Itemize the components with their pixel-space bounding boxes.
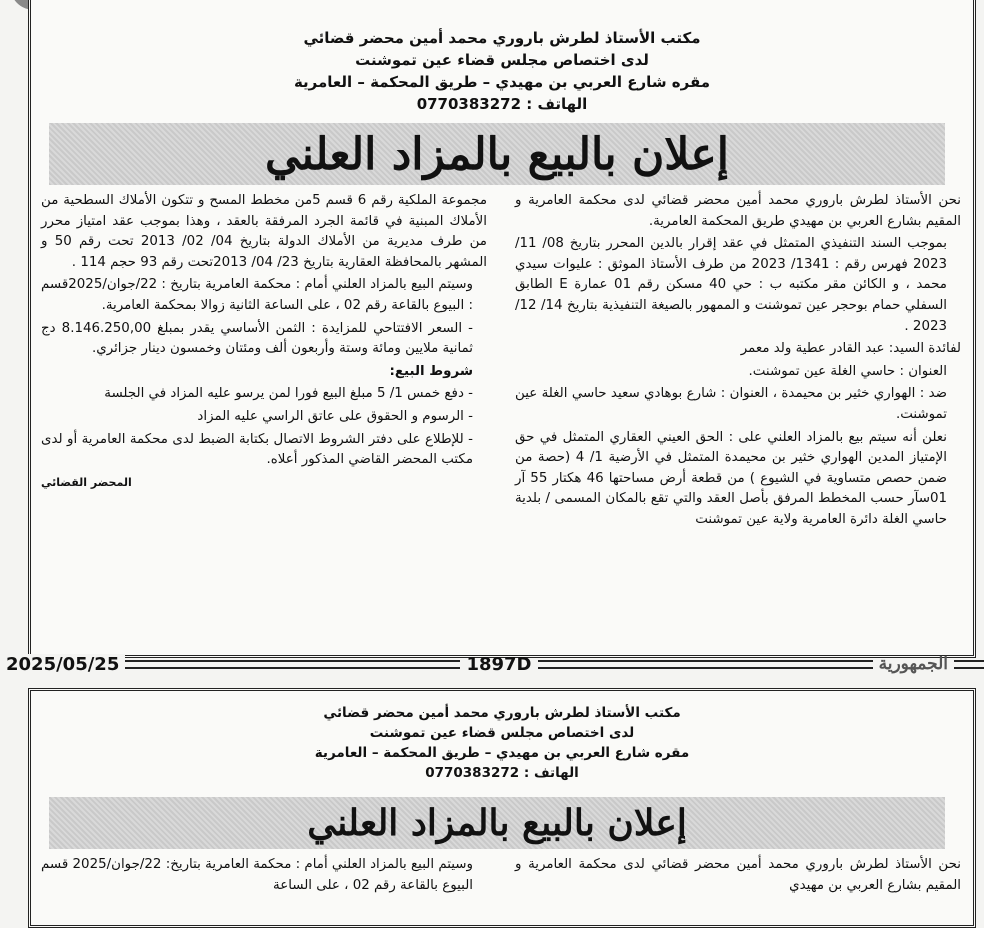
publication-date: 2025/05/25 — [0, 654, 125, 675]
office-name: مكتب الأستاذ لطرش باروري محمد أمين محضر قضائي — [323, 705, 681, 721]
office-name: مكتب الأستاذ لطرش باروري محمد أمين محضر قضائي — [303, 29, 701, 47]
rule-line — [538, 660, 873, 669]
paragraph: - السعر الافتتاحي للمزايدة : الثمن الأساسي يقدر بمبلغ 8.146.250,00 دج ثمانية ملايين ومائة وستة وأربعون ألف ومئتان وخمسون دينار جزائري. — [41, 320, 473, 357]
right-column — [515, 855, 961, 898]
conditions-heading: شروط البيع: — [389, 363, 473, 379]
paragraph: - دفع خمس 1/ 5 مبلغ البيع فورا لمن يرسو عليه المزاد في الجلسة — [104, 386, 473, 402]
left-column — [41, 191, 487, 533]
newspaper-logo: الجمهورية — [878, 654, 948, 674]
right-column — [515, 191, 961, 533]
paragraph: ضد : الهواري خثير بن محيمدة ، العنوان : شارع بوهادي سعيد حاسي الغلة عين تموشنت. — [515, 386, 947, 422]
title-banner — [49, 797, 945, 849]
office-address: مقره شارع العربي بن مهيدي – طريق المحكمة – العامرية — [293, 73, 711, 91]
notice-body — [31, 849, 973, 898]
ad-code: 1897D — [466, 653, 532, 675]
paragraph: وسيتم البيع بالمزاد العلني أمام : محكمة العامرية بتاريخ : 22/جوان/2025قسم : البيوع بالقاعة رقم 02 ، على الساعة الثانية زوالا بمحكمة العامرية. — [41, 277, 473, 313]
rule-line — [954, 660, 984, 669]
office-phone: الهاتف : 0770383272 — [416, 95, 588, 113]
notice-title: إعلان بالبيع بالمزاد العلني — [265, 128, 729, 180]
notice-title: إعلان بالبيع بالمزاد العلني — [307, 802, 687, 844]
auction-notice-1 — [28, 0, 976, 658]
separator-rule — [0, 652, 984, 676]
office-jurisdiction: لدى اختصاص مجلس قضاء عين تموشنت — [355, 51, 649, 69]
paragraph: - الرسوم و الحقوق على عاتق الراسي عليه المزاد — [197, 408, 473, 424]
office-address: مقره شارع العربي بن مهيدي – طريق المحكمة – العامرية — [314, 745, 690, 761]
paragraph: نحن الأستاذ لطرش باروري محمد أمين محضر قضائي لدى محكمة العامرية و المقيم بشارع العربي بن مهيدي طريق المحكمة العامرية. — [515, 193, 961, 229]
notice-body — [31, 185, 973, 533]
rule-line — [125, 660, 460, 669]
paragraph: مجموعة الملكية رقم 6 قسم 5من مخطط المسح و تتكون الأملاك السطحية من الأملاك المبنية في قائمة الجرد المرفقة بالعقد ، وهذا بموجب عقد امتياز محرر من طرف مديرية من الأملاك الدولة بتاريخ 04/ 02/ 2013 تحت رقم 50 و المشهر بالمحافظة العقارية بتاريخ 23/ 04/ 2013تحت رقم 93 حجم 114 . — [41, 193, 487, 270]
auction-notice-2 — [28, 688, 976, 928]
paragraph: لفائدة السيد: عبد القادر عطية ولد معمر — [740, 341, 961, 357]
office-header — [31, 0, 973, 115]
paragraph: العنوان : حاسي الغلة عين تموشنت. — [748, 363, 947, 379]
paragraph: نحن الأستاذ لطرش باروري محمد أمين محضر قضائي لدى محكمة العامرية و المقيم بشارع العربي بن مهيدي — [515, 857, 961, 893]
paragraph: نعلن أنه سيتم بيع بالمزاد العلني على : الحق العيني العقاري المتمثل في حق الإمتياز المدين الهواري خثير بن محيمدة المتمثل في الأرضية 1/ 4 (حصة من ضمن حصص متساوية في الشيوع ) من قطعة أرض مساحتها 46 هكتار 55 آر 01سآر حسب المخطط المرفق بأصل العقد والتي تقع بالمكان المسمى / بلدية حاسي الغلة دائرة العامرية ولاية عين تموشنت — [515, 429, 947, 527]
office-jurisdiction: لدى اختصاص مجلس قضاء عين تموشنت — [369, 725, 635, 741]
paragraph: وسيتم البيع بالمزاد العلني أمام : محكمة العامرية بتاريخ: 22/جوان/2025 قسم البيوع بالقاعة رقم 02 ، على الساعة — [41, 857, 473, 893]
office-phone: الهاتف : 0770383272 — [425, 765, 579, 781]
paragraph: بموجب السند التنفيذي المتمثل في عقد إقرار بالدين المحرر بتاريخ 08/ 11/ 2023 فهرس رقم : 1341/ 2023 من طرف الأستاذ الموثق : عليوات سيدي محمد ، و الكائن مقر مكتبه ب : حي 40 مسكن رقم 01 عمارة E الطابق السفلي حمام بوحجر عين تموشنت و الممهور بالصيغة التنفيذية بتاريخ 14/ 12/ 2023 . — [515, 236, 948, 334]
left-column — [41, 855, 487, 898]
paragraph: - للإطلاع على دفتر الشروط الاتصال بكتابة الضبط لدى محكمة العامرية أو لدى مكتب المحضر القاضي المذكور أعلاه. — [41, 431, 473, 468]
office-header — [31, 691, 973, 783]
title-banner — [49, 123, 945, 185]
signature: المحضر القضائي — [41, 475, 132, 489]
